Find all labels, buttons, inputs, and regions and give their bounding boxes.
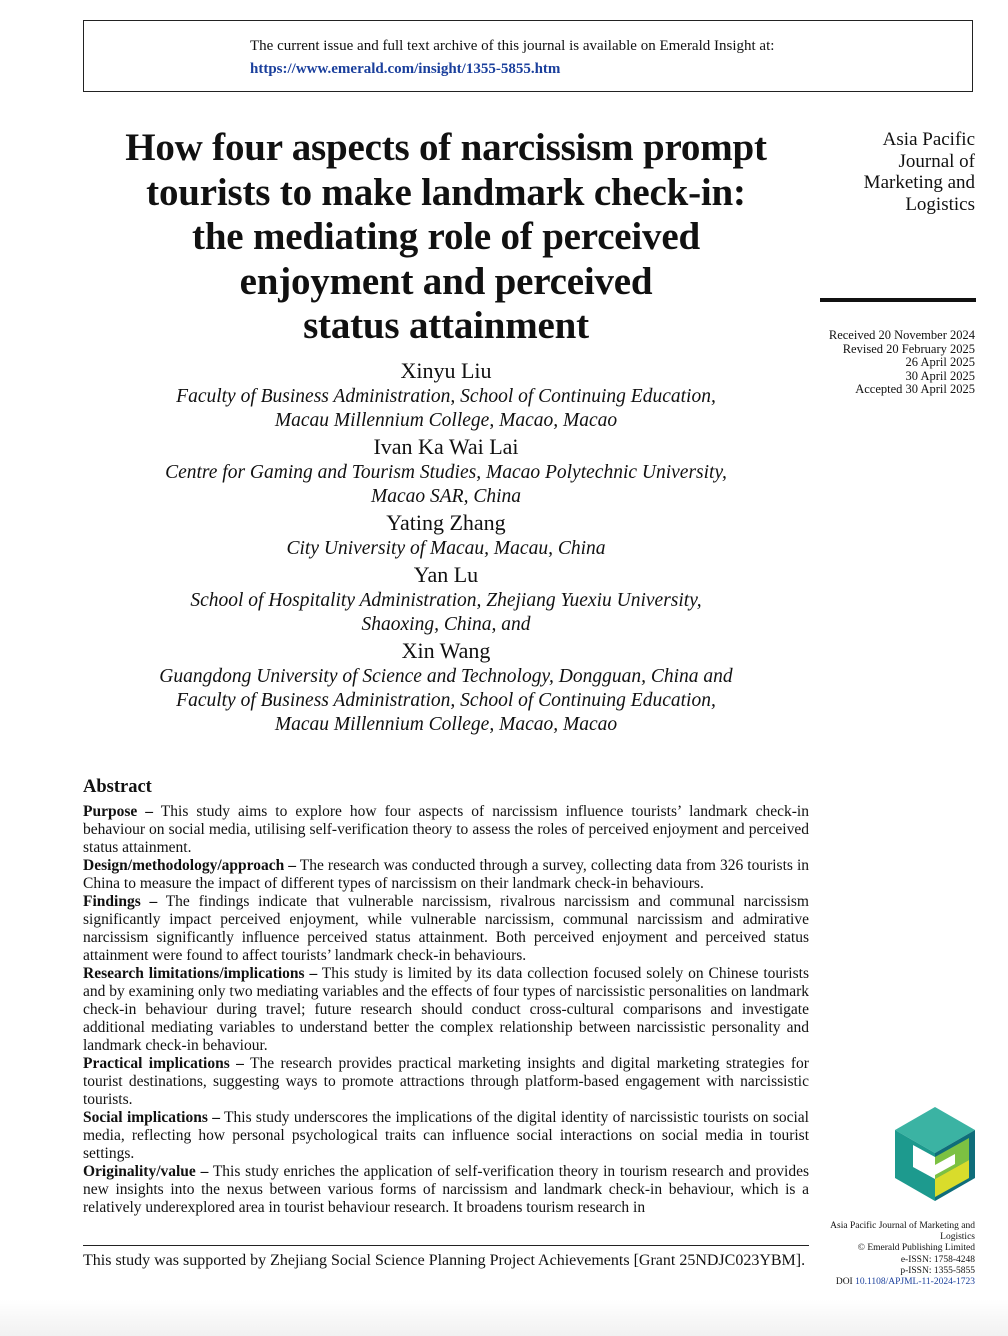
- title-line: tourists to make landmark check-in:: [146, 170, 746, 214]
- section-label: Research limitations/implications –: [83, 965, 318, 982]
- date-revised-3: 30 April 2025: [905, 368, 975, 383]
- author-affiliation: School of Hospitality Administration, Zhejiang Yuexiu University,: [190, 590, 702, 611]
- date-revised: Revised 20 February 2025: [842, 341, 975, 356]
- footnote-divider: [83, 1245, 809, 1246]
- page-bottom-shade: [0, 1300, 1008, 1336]
- abstract-findings: [83, 893, 809, 965]
- section-text: The findings indicate that vulnerable narcissism, rivalrous narcissism and communal narcissism significantly impact perceived enjoyment, while vulnerable narcissism, communal narcissism and admirative narcissism significantly influence perceived status attainment. Both perceived enjoyment and perceived status attainment were found to affect tourists’ landmark check-in behaviours.: [83, 893, 809, 964]
- pub-line: Asia Pacific Journal of Marketing and: [830, 1221, 975, 1231]
- notice-text: The current issue and full text archive of this journal is available on Emerald Insight at:: [250, 38, 775, 54]
- section-label: Originality/value –: [83, 1163, 209, 1180]
- author-affiliation: Faculty of Business Administration, School of Continuing Education,: [176, 386, 716, 407]
- section-text: This study enriches the application of self-verification theory in tourism research and provides new insights into the nexus between various forms of narcissism and landmark check-in behaviour, which is a relatively underexplored area in tourist behaviour research. It broadens tourism research in: [83, 1163, 809, 1216]
- journal-name: [820, 129, 975, 215]
- journal-name-line: Logistics: [905, 193, 975, 215]
- doi-link[interactable]: 10.1108/APJML-11-2024-1723: [855, 1277, 975, 1288]
- abstract-limitations: [83, 965, 809, 1055]
- author-name: Ivan Ka Wai Lai: [373, 434, 519, 459]
- pub-line: Logistics: [940, 1232, 975, 1243]
- doi-line: [790, 1277, 975, 1288]
- journal-name-line: Marketing and: [863, 172, 975, 193]
- author-affiliation: Macao SAR, China: [370, 486, 522, 507]
- author-name: Xinyu Liu: [400, 358, 492, 383]
- section-text: The research was conducted through a survey, collecting data from 326 tourists in China to measure the impact of different types of narcissism on their landmark check-in behaviours.: [83, 857, 809, 892]
- author-affiliation: Centre for Gaming and Tourism Studies, Macao Polytechnic University,: [165, 462, 727, 483]
- pub-line: e-ISSN: 1758-4248: [900, 1254, 975, 1265]
- author-name: Yating Zhang: [386, 510, 506, 535]
- abstract-design: [83, 857, 809, 893]
- title-line: the mediating role of perceived: [192, 215, 700, 258]
- title-line: status attainment: [303, 304, 589, 347]
- journal-name-line: Journal of: [898, 150, 975, 172]
- abstract-purpose: [83, 803, 809, 857]
- article-title: [83, 126, 809, 349]
- pub-line: p-ISSN: 1355-5855: [900, 1265, 975, 1276]
- abstract-practical: [83, 1055, 809, 1109]
- author-affiliation: Guangdong University of Science and Technology, Dongguan, China and: [159, 666, 733, 687]
- journal-name-line: Asia Pacific: [882, 129, 975, 150]
- abstract-originality: [83, 1163, 809, 1217]
- journal-notice-box: [83, 20, 973, 92]
- author-affiliation: Macau Millennium College, Macao, Macao: [274, 714, 618, 735]
- date-revised-2: 26 April 2025: [905, 355, 975, 370]
- section-text: This study underscores the implications of the digital identity of narcissistic tourists on social media, reflecting how personal psychological traits can influence social interactions on social media in tourist settings.: [83, 1109, 809, 1162]
- section-label: Practical implications –: [83, 1055, 244, 1072]
- section-text: The research provides practical marketing insights and digital marketing strategies for tourist destinations, suggesting ways to promote attractions through platform-based engagement with narcissistic tourists.: [83, 1055, 809, 1108]
- author-affiliation: Shaoxing, China, and: [361, 614, 531, 635]
- publisher-info: [790, 1221, 975, 1288]
- author-list: [83, 357, 809, 737]
- author-name: Xin Wang: [401, 638, 491, 663]
- abstract-heading: Abstract: [83, 777, 152, 797]
- date-accepted: Accepted 30 April 2025: [855, 382, 975, 397]
- journal-url-link[interactable]: https://www.emerald.com/insight/1355-5855.htm: [250, 61, 561, 77]
- doi-label: DOI: [835, 1277, 853, 1288]
- section-label: Social implications –: [83, 1109, 220, 1126]
- abstract-social: [83, 1109, 809, 1163]
- author-name: Yan Lu: [413, 562, 479, 587]
- section-label: Design/methodology/approach –: [83, 857, 297, 874]
- journal-divider: [820, 298, 976, 302]
- section-label: Findings –: [83, 893, 158, 910]
- funding-footnote: This study was supported by Zhejiang Social Science Planning Project Achievements [Grant 25NDJC023YBM].: [83, 1252, 806, 1269]
- author-affiliation: Faculty of Business Administration, School of Continuing Education,: [176, 690, 716, 711]
- author-affiliation: Macau Millennium College, Macao, Macao: [274, 410, 618, 431]
- title-line: enjoyment and perceived: [239, 259, 653, 303]
- emerald-publishing-logo-icon: [893, 1105, 977, 1205]
- section-label: Purpose –: [83, 803, 154, 820]
- section-text: This study aims to explore how four aspects of narcissism influence tourists’ landmark check-in behaviour on social media, utilising self-verification theory to assess the roles of perceived enjoyment and perceived status attainment.: [83, 803, 809, 856]
- abstract: [83, 777, 809, 1217]
- section-text: This study is limited by its data collection focused solely on Chinese tourists and by examining only two mediating variables and the effects of four types of narcissistic personalities on landmark check-in behaviour during travel; future research should conduct cross-cultural comparisons and investigate additional mediating variables to understand better the complex relationship between narcissistic personality and landmark check-in behaviour.: [83, 965, 809, 1054]
- submission-dates: [780, 329, 975, 397]
- title-line: How four aspects of narcissism prompt: [125, 126, 767, 169]
- date-received: Received 20 November 2024: [828, 328, 975, 342]
- pub-line: © Emerald Publishing Limited: [857, 1243, 975, 1254]
- author-affiliation: City University of Macau, Macau, China: [286, 538, 606, 559]
